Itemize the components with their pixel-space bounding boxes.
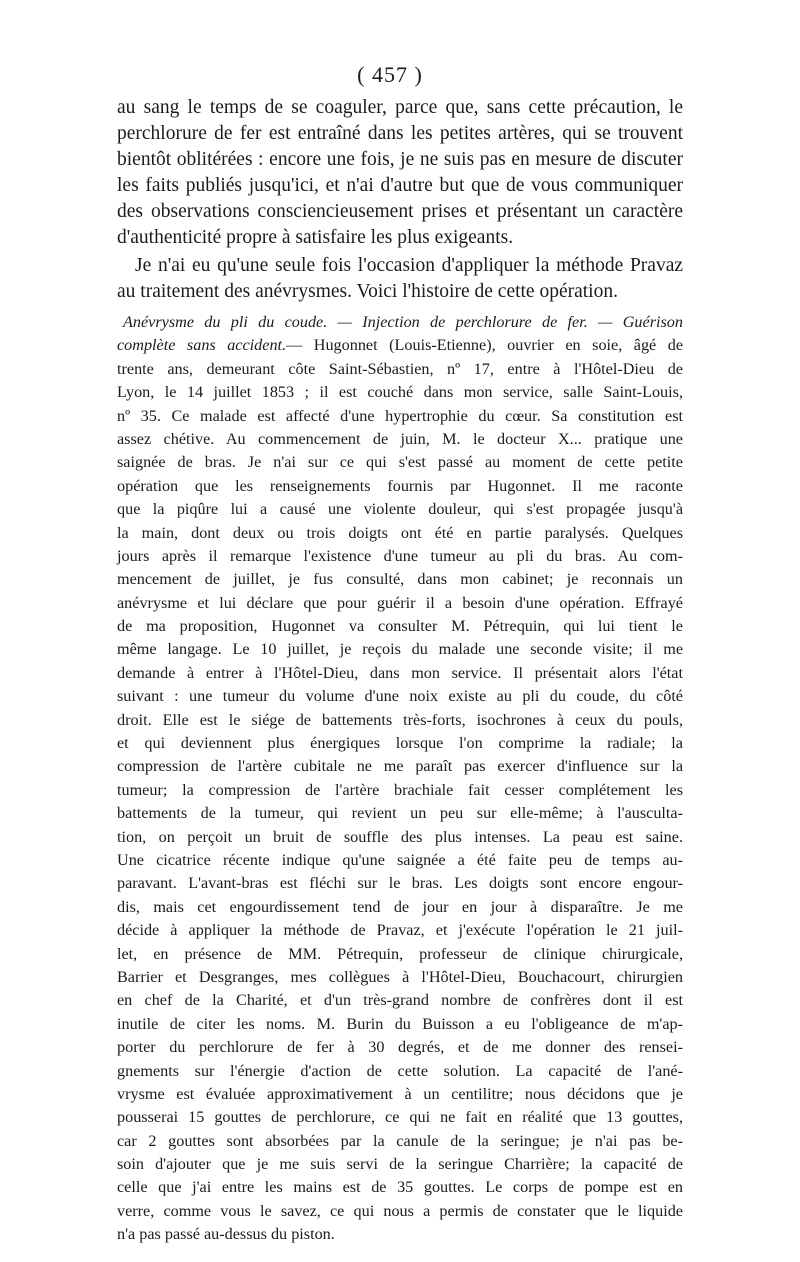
text-line: battements de la tumeur, qui revient un peu sur elle-même; à l'ausculta- xyxy=(117,804,683,823)
paragraph-continuation xyxy=(117,95,683,251)
text-line: perchlorure de fer est entraîné dans les petites artères, qui se trouvent xyxy=(117,123,683,144)
text-line: et qui deviennent plus énergiques lorsque l'on comprime la radiale; la xyxy=(117,734,683,753)
text-line: même langage. Le 10 juillet, je reçois du malade une seconde visite; il me xyxy=(117,640,683,659)
text-line: opération que les renseignements fournis par Hugonnet. Il me raconte xyxy=(117,476,683,495)
text-line: Lyon, le 14 juillet 1853 ; il est couché dans mon service, salle Saint-Louis, xyxy=(117,383,683,402)
text-line: mencement de juillet, je fus consulté, dans mon cabinet; je reconnais un xyxy=(117,570,683,589)
text-line: Une cicatrice récente indique qu'une saignée a été faite peu de temps au- xyxy=(117,850,683,869)
text-line: au sang le temps de se coaguler, parce que, sans cette précaution, le xyxy=(117,97,683,118)
text-line: jours après il remarque l'existence d'une tumeur au pli du bras. Au com- xyxy=(117,546,683,565)
text-line: gnements sur l'énergie d'action de cette solution. La capacité de l'ané- xyxy=(117,1061,683,1080)
text-line: tion, on perçoit un bruit de souffle des plus intenses. La peau est saine. xyxy=(117,827,683,846)
text-line: de ma proposition, Hugonnet va consulter M. Pétrequin, qui lui tient le xyxy=(117,617,683,636)
text-line: let, en présence de MM. Pétrequin, professeur de clinique chirurgicale, xyxy=(117,944,683,963)
text-line: que la piqûre lui a causé une violente douleur, qui s'est propagée jusqu'à xyxy=(117,500,683,519)
case-report xyxy=(117,311,683,1247)
text-line: paravant. L'avant-bras est fléchi sur le bras. Les doigts sont encore engour- xyxy=(117,874,683,893)
text-line: bientôt oblitérées : encore une fois, je ne suis pas en mesure de discuter xyxy=(117,149,683,170)
text-line: assez chétive. Au commencement de juin, M. le docteur X... pratique une xyxy=(117,429,683,448)
text-line: Barrier et Desgranges, mes collègues à l'Hôtel-Dieu, Bouchacourt, chirurgien xyxy=(117,967,683,986)
text-line: Je n'ai eu qu'une seule fois l'occasion d'appliquer la méthode Pravaz xyxy=(135,255,683,276)
text-line: tumeur; la compression de l'artère brachiale fait cesser complétement les xyxy=(117,780,683,799)
text-line: droit. Elle est le siége de battements très-forts, isochrones à ceux du pouls, xyxy=(117,710,683,729)
text-line: saignée de bras. Je n'ai sur ce qui s'est passé au moment de cette petite xyxy=(117,453,683,472)
text-line: n'a pas passé au-dessus du piston. xyxy=(117,1225,335,1244)
text-line: pousserai 15 gouttes de perchlorure, ce qui ne fait en réalité que 13 gouttes, xyxy=(117,1108,683,1127)
body-text xyxy=(117,95,683,1247)
text-line: suivant : une tumeur du volume d'une noix existe au pli du coude, du côté xyxy=(117,687,683,706)
page-number: ( 457 ) xyxy=(357,62,423,87)
text-line: nº 35. Ce malade est affecté d'une hypertrophie du cœur. Sa constitution est xyxy=(117,406,683,425)
text-line: trente ans, demeurant côte Saint-Sébastien, nº 17, entre à l'Hôtel-Dieu de xyxy=(117,359,683,378)
text-line: soin d'ajouter que je me suis servi de la seringue Charrière; la capacité de xyxy=(117,1155,683,1174)
paragraph-intro xyxy=(117,253,683,305)
text-line: des observations consciencieusement prises et présentant un caractère xyxy=(117,201,683,222)
text-line: au traitement des anévrysmes. Voici l'histoire de cette opération. xyxy=(117,281,618,302)
text-line: en chef de la Charité, et d'un très-grand nombre de confrères dont il est xyxy=(117,991,683,1010)
text-line: anévrysme et lui déclare que pour guérir il a besoin d'une opération. Effrayé xyxy=(117,593,683,612)
text-line: la main, dont deux ou trois doigts ont été en partie paralysés. Quelques xyxy=(117,523,683,542)
text-line: inutile de citer les noms. M. Burin du Buisson a eu l'obligeance de m'ap- xyxy=(117,1014,683,1033)
case-heading-continued xyxy=(117,334,683,357)
text-line: porter du perchlorure de fer à 30 degrés, et de me donner des rensei- xyxy=(117,1038,683,1057)
case-heading-italic: complète sans accident. xyxy=(117,336,287,355)
text-line: vrysme est évaluée approximativement à un centilitre; nous décidons que je xyxy=(117,1084,683,1103)
text-line: verre, comme vous le savez, ce qui nous a permis de constater que le liquide xyxy=(117,1201,683,1220)
text-line: les faits publiés jusqu'ici, et n'ai d'autre but que de vous communiquer xyxy=(117,175,683,196)
text-line: celle que j'ai entre les mains est de 35 gouttes. Le corps de pompe est en xyxy=(117,1178,683,1197)
text-line: dis, mais cet engourdissement tend de jour en jour à disparaître. Je me xyxy=(117,897,683,916)
text-line: car 2 gouttes sont absorbées par la canule de la seringue; je n'ai pas be- xyxy=(117,1131,683,1150)
case-heading-rest: — Hugonnet (Louis-Etienne), ouvrier en soie, âgé de xyxy=(286,336,684,355)
case-heading: Anévrysme du pli du coude. — Injection de perchlorure de fer. — Guérison xyxy=(123,313,683,331)
text-line: d'authenticité propre à satisfaire les plus exigeants. xyxy=(117,227,514,248)
text-line: compression de l'artère cubitale ne me paraît pas exercer d'influence sur la xyxy=(117,757,683,776)
text-line: demande à entrer à l'Hôtel-Dieu, dans mon service. Il présentait alors l'état xyxy=(117,663,683,682)
text-line: décide à appliquer la méthode de Pravaz, et j'exécute l'opération le 21 juil- xyxy=(117,921,683,940)
